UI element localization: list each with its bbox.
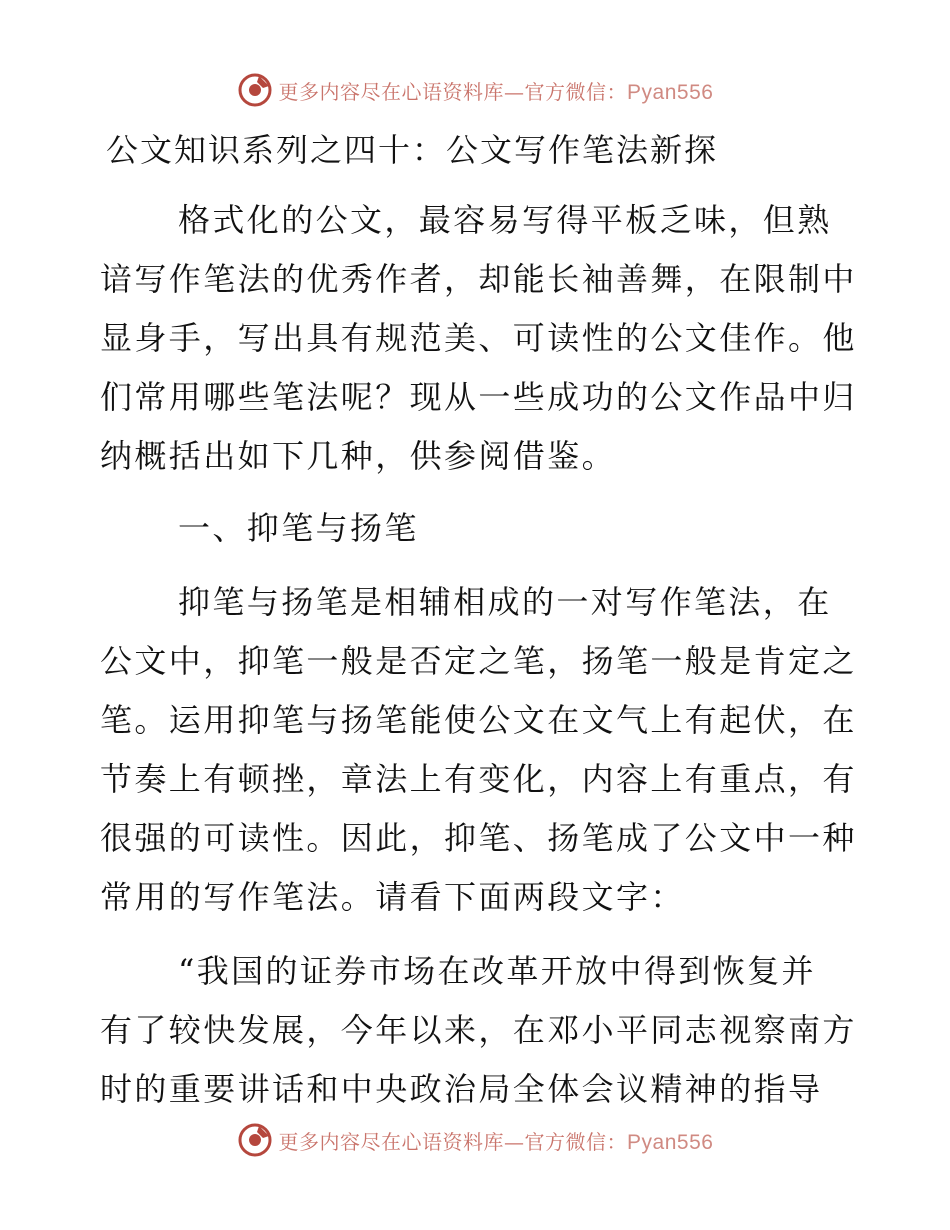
- watermark-footer: [0, 1120, 950, 1160]
- watermark-wechat-id: Pyan556: [627, 1130, 714, 1154]
- paragraph-line: 谙写作笔法的优秀作者，却能长袖善舞，在限制中: [100, 260, 857, 298]
- paragraph-line: 公文中，抑笔一般是否定之笔，扬笔一般是肯定之: [100, 642, 857, 680]
- watermark-header: [0, 70, 950, 110]
- watermark-label: 更多内容尽在心语资料库—官方微信：: [278, 79, 628, 104]
- paragraph-line: 纳概括出如下几种，供参阅借鉴。: [100, 437, 617, 475]
- pen-logo-icon: [237, 1122, 273, 1158]
- paragraph-line: 很强的可读性。因此，抑笔、扬笔成了公文中一种: [100, 819, 857, 857]
- quote-line: “我国的证券市场在改革开放中得到恢复并: [178, 952, 816, 990]
- paragraph-line: 常用的写作笔法。请看下面两段文字：: [100, 878, 685, 916]
- paragraph-line: 节奏上有顿挫，章法上有变化，内容上有重点，有: [100, 760, 857, 798]
- quote-line: 时的重要讲话和中央政治局全体会议精神的指导: [100, 1070, 823, 1108]
- paragraph-line: 们常用哪些笔法呢？现从一些成功的公文作品中归: [100, 378, 857, 416]
- watermark-label: 更多内容尽在心语资料库—官方微信：: [278, 1129, 628, 1154]
- pen-logo-icon: [237, 72, 273, 108]
- paragraph-line: 格式化的公文，最容易写得平板乏味，但熟: [178, 201, 832, 239]
- section-heading: 一、抑笔与扬笔: [178, 509, 419, 547]
- watermark-wechat-id: Pyan556: [627, 80, 714, 104]
- paragraph-line: 显身手，写出具有规范美、可读性的公文佳作。他: [100, 319, 857, 357]
- paragraph-line: 笔。运用抑笔与扬笔能使公文在文气上有起伏，在: [100, 701, 857, 739]
- paragraph-line: 抑笔与扬笔是相辅相成的一对写作笔法，在: [178, 583, 832, 621]
- document-title: 公文知识系列之四十：公文写作笔法新探: [106, 131, 719, 169]
- quote-line: 有了较快发展，今年以来，在邓小平同志视察南方: [100, 1011, 857, 1049]
